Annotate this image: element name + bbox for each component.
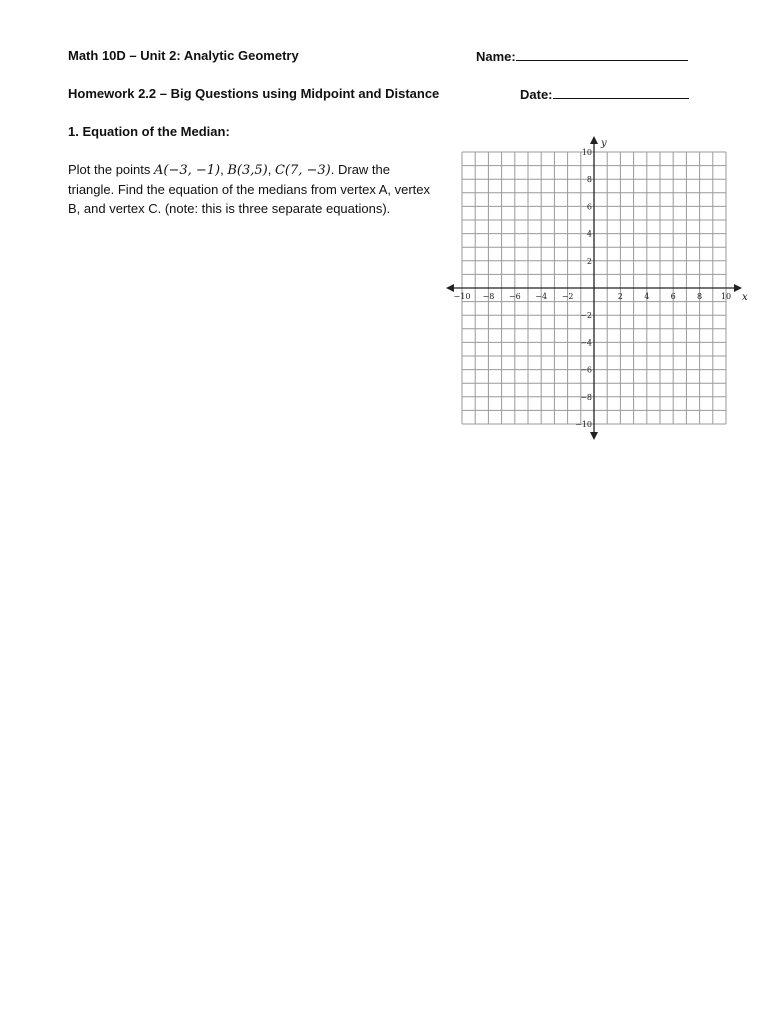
point-a: A(−3, −1) xyxy=(154,163,221,178)
y-axis-label: y xyxy=(601,138,607,149)
date-label: Date: xyxy=(520,87,553,102)
separator-2: , xyxy=(267,162,275,177)
date-blank[interactable] xyxy=(553,86,689,99)
y-tick-label: −10 xyxy=(575,420,592,429)
y-axis-arrow-down xyxy=(590,432,598,440)
y-tick-label: 2 xyxy=(586,256,592,266)
question-text-before: Plot the points xyxy=(68,162,154,177)
separator-1: , xyxy=(220,162,228,177)
point-b: B(3,5) xyxy=(227,163,268,178)
name-field[interactable] xyxy=(476,48,688,64)
x-tick-label: 2 xyxy=(617,292,623,301)
x-tick-label: 10 xyxy=(720,292,732,301)
x-tick-label: 8 xyxy=(697,292,703,301)
y-tick-label: 4 xyxy=(586,229,592,239)
x-tick-label: −6 xyxy=(508,292,521,301)
y-tick-label: −2 xyxy=(580,311,592,321)
date-field[interactable] xyxy=(520,86,689,102)
y-axis-arrow-up xyxy=(590,136,598,144)
name-blank[interactable] xyxy=(516,48,688,61)
y-tick-label: 8 xyxy=(586,175,592,185)
y-tick-label: −4 xyxy=(580,338,592,348)
name-label: Name: xyxy=(476,49,516,64)
question-text xyxy=(68,160,438,218)
homework-title: Homework 2.2 – Big Questions using Midpoint and Distance xyxy=(68,86,440,101)
question-text-after: . Draw the triangle. Find the equation of the medians from vertex A, vertex B, and vertex C. (note: this is three separate equations). xyxy=(68,162,431,216)
question-heading: 1. Equation of the Median: xyxy=(68,124,230,139)
y-tick-label: 10 xyxy=(581,148,592,157)
y-tick-label: −8 xyxy=(580,392,592,402)
x-axis-arrow-left xyxy=(446,284,454,292)
x-tick-label: −2 xyxy=(561,292,574,301)
x-tick-label: 6 xyxy=(670,292,676,301)
y-tick-label: 6 xyxy=(586,202,592,212)
x-tick-label: 4 xyxy=(644,292,650,301)
x-tick-label: −10 xyxy=(453,292,471,301)
coordinate-grid[interactable] xyxy=(440,130,750,445)
course-title: Math 10D – Unit 2: Analytic Geometry xyxy=(68,48,299,63)
y-tick-label: −6 xyxy=(580,365,592,375)
x-tick-label: −8 xyxy=(482,292,495,301)
x-axis-label: x xyxy=(742,292,748,303)
x-tick-label: −4 xyxy=(535,292,548,301)
x-axis-arrow-right xyxy=(734,284,742,292)
point-c: C(7, −3) xyxy=(274,163,331,178)
